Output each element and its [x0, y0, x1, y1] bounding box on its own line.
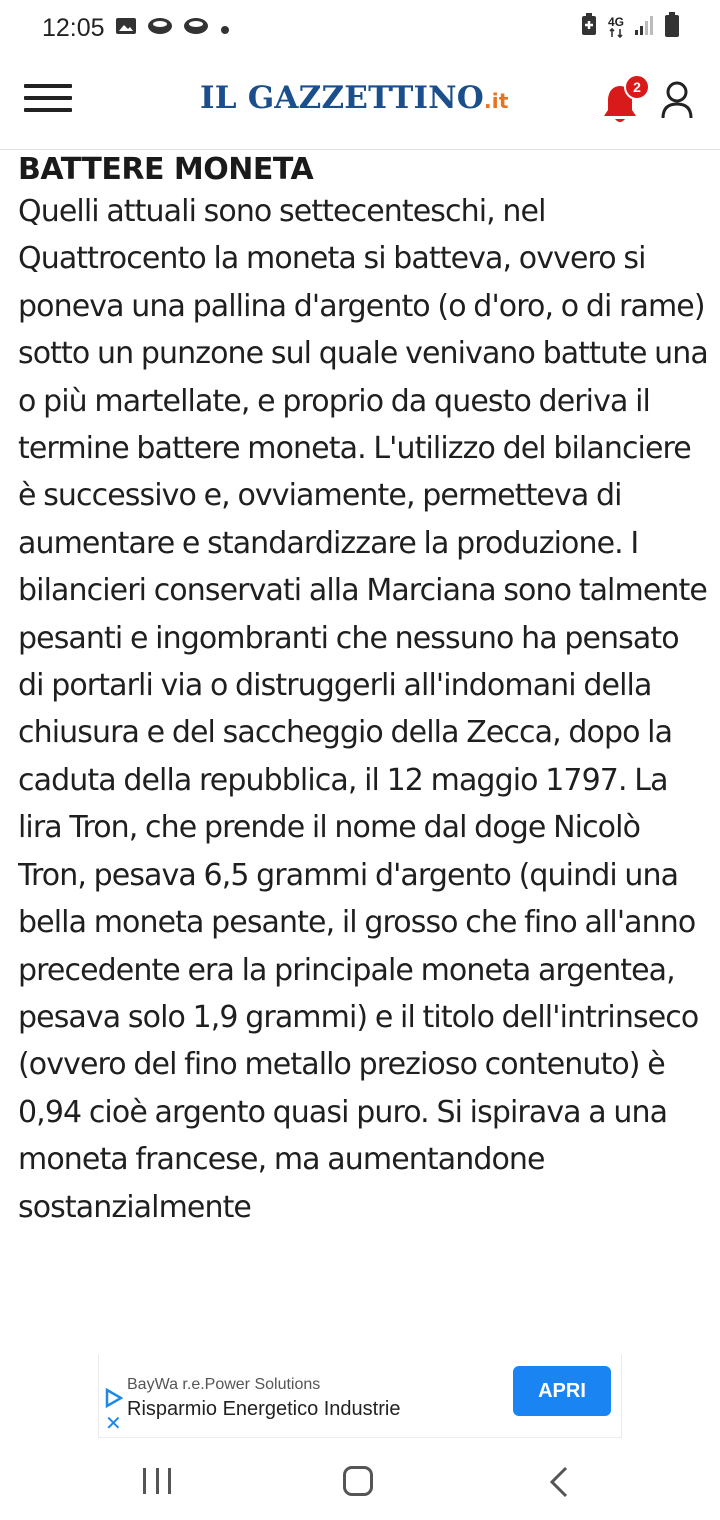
- article-body: Quelli attuali sono settecenteschi, nel Quattrocento la moneta si batteva, ovvero si poneva una pallina d'argento (o d'oro, o di rame) sotto un punzone sul quale venivano battute una o più martellate, e proprio da questo deriva il termine battere moneta. L'utilizzo del bilanciere è successivo e, ovviamente, permetteva di aumentare e standardizzare la produzione. I bilancieri conservati alla Marciana sono talmente pesanti e ingombranti che nessuno ha pensato di portarli via o distruggerli all'indomani della chiusura e del saccheggio della Zecca, dopo la caduta della repubblica, il 12 maggio 1797. La lira Tron, che prende il nome dal doge Nicolò Tron, pesava 6,5 grammi d'argento (quindi una bella moneta pesante, il grosso che fino all'anno precedente era la principale moneta argentea, pesava solo 1,9 grammi) e il titolo dell'intrinseco (ovvero del fino metallo prezioso contenuto) è 0,94 cioè argento quasi puro. Si ispirava a una moneta francese, ma aumentandone sostanzialmente: [18, 194, 708, 1225]
- recents-button[interactable]: [143, 1468, 171, 1494]
- article: [18, 150, 708, 1350]
- cloud-icon: [183, 14, 209, 43]
- notification-badge: 2: [624, 74, 650, 100]
- status-time: 12:05: [42, 13, 105, 42]
- network-type: [608, 16, 624, 40]
- ad-close-icon[interactable]: ✕: [105, 1413, 122, 1435]
- dot-icon: [219, 14, 231, 43]
- ad-title: Risparmio Energetico Industrie: [127, 1398, 401, 1420]
- hamburger-icon: [24, 84, 72, 88]
- home-button[interactable]: [343, 1466, 373, 1496]
- hamburger-icon-line: [24, 108, 72, 112]
- signal-icon: [634, 14, 654, 43]
- cloud-icon: [147, 14, 173, 43]
- battery-saver-icon: [580, 13, 598, 44]
- network-label: 4G: [607, 15, 624, 29]
- logo-main: IL GAZZETTINO: [200, 80, 484, 116]
- article-heading: BATTERE MONETA: [18, 152, 314, 187]
- ad-open-button[interactable]: APRI: [513, 1366, 611, 1416]
- ad-sponsor: BayWa r.e.Power Solutions: [127, 1376, 321, 1393]
- battery-icon: [664, 12, 680, 45]
- status-left: [42, 14, 231, 43]
- status-bar: [0, 0, 720, 56]
- user-account-button[interactable]: [660, 80, 702, 128]
- menu-button[interactable]: [24, 84, 72, 116]
- hamburger-icon-line: [24, 96, 72, 100]
- ad-banner[interactable]: [98, 1354, 622, 1438]
- recents-icon-bar: [156, 1468, 159, 1494]
- status-right: [580, 12, 680, 45]
- recents-icon-bar: [168, 1468, 171, 1494]
- app-header: [0, 56, 720, 150]
- gallery-icon: [115, 14, 137, 43]
- user-icon: [660, 80, 694, 120]
- recents-icon: [143, 1468, 146, 1494]
- notifications-button[interactable]: [602, 78, 644, 126]
- back-icon[interactable]: [548, 1466, 570, 1498]
- adchoices-icon[interactable]: [105, 1388, 123, 1408]
- system-nav-bar: [0, 1438, 720, 1520]
- logo-tld: .it: [483, 89, 509, 113]
- site-logo[interactable]: [200, 80, 509, 116]
